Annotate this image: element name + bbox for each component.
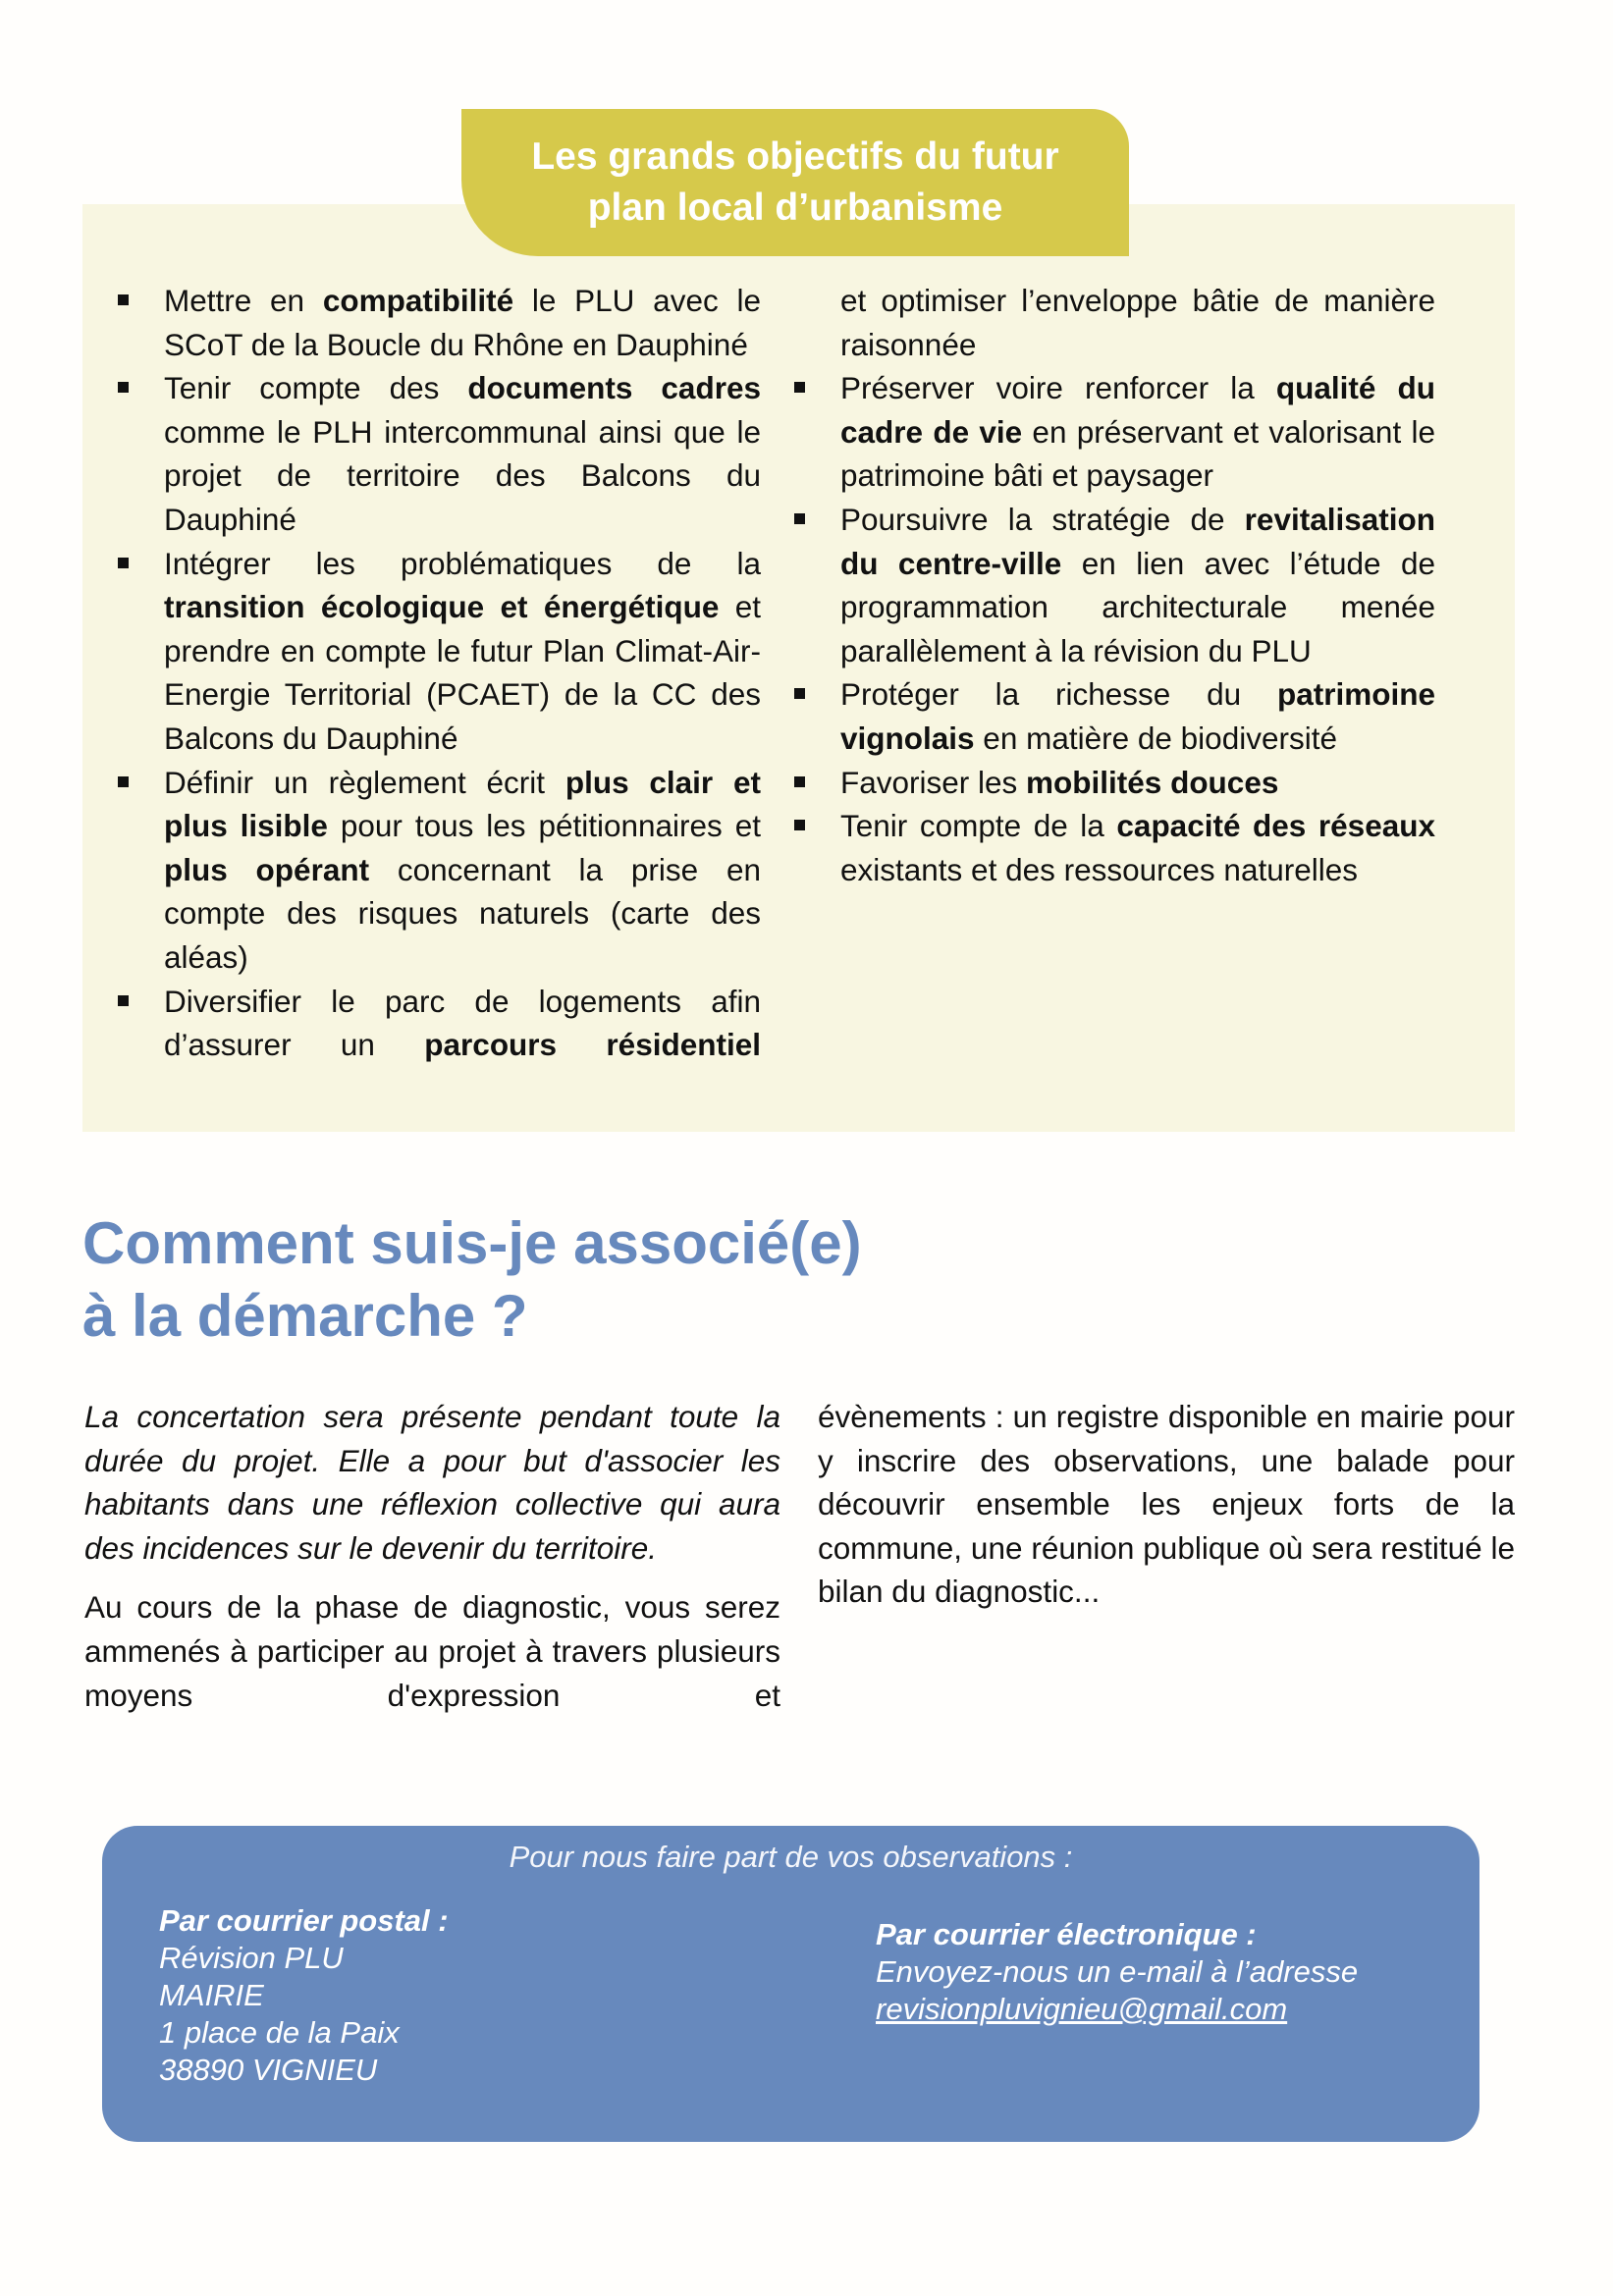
objectives-right-column — [840, 279, 1435, 891]
email-title: Par courrier électronique : — [876, 1917, 1257, 1951]
participation-right-column — [818, 1395, 1515, 1629]
postal-line: Révision PLU — [159, 1941, 344, 1975]
contact-intro: Pour nous faire part de vos observations : — [509, 1840, 1073, 1874]
postal-line: 38890 VIGNIEU — [159, 2053, 378, 2087]
diagnostic-paragraph-end: évènements : un registre disponible en mairie pour y inscrire des observations, une balade pour découvrir ensemble les enjeux forts de la commune, une réunion publique où sera restitué le bilan du diagnostic... — [818, 1399, 1515, 1610]
objective-item: Mettre en compatibilité le PLU avec le SCoT de la Boucle du Rhône en Dauphiné — [164, 279, 761, 366]
objective-item: Poursuivre la stratégie de revitalisation du centre-ville en lien avec l’étude de programmation architecturale menée parallèlement à la révision du PLU — [840, 498, 1435, 672]
objective-item: Définir un règlement écrit plus clair et plus lisible pour tous les pétitionnaires et plus opérant concernant la prise en compte des risques naturels (carte des aléas) — [164, 761, 761, 980]
postal-title: Par courrier postal : — [159, 1903, 449, 1938]
postal-line: MAIRIE — [159, 1978, 264, 2012]
section-heading — [82, 1207, 1064, 1353]
objective-item: Protéger la richesse du patrimoine vignolais en matière de biodiversité — [840, 672, 1435, 760]
email-contact — [876, 1916, 1358, 2028]
objective-item: Intégrer les problématiques de la transition écologique et énergétique et prendre en compte le futur Plan Climat-Air-Energie Territorial (PCAET) de la CC des Balcons du Dauphiné — [164, 542, 761, 761]
square-bullet-icon — [794, 382, 805, 393]
objective-item: Tenir compte des documents cadres comme le PLH intercommunal ainsi que le projet de territoire des Balcons du Dauphiné — [164, 366, 761, 541]
objectives-title-badge — [461, 109, 1129, 256]
postal-contact — [159, 1902, 449, 2089]
square-bullet-icon — [794, 688, 805, 699]
objective-item: Préserver voire renforcer la qualité du cadre de vie en préservant et valorisant le patrimoine bâti et paysager — [840, 366, 1435, 498]
objective-item: Favoriser les mobilités douces — [840, 761, 1435, 805]
square-bullet-icon — [118, 995, 129, 1006]
heading-line1: Comment suis-je associé(e) — [82, 1210, 862, 1276]
objectives-list-left — [164, 279, 761, 1067]
objective-continuation: et optimiser l’enveloppe bâtie de manière raisonnée — [840, 283, 1435, 362]
contact-box — [102, 1826, 1479, 2142]
square-bullet-icon — [118, 382, 129, 393]
objectives-title-line1: Les grands objectifs du futur — [531, 135, 1059, 178]
postal-line: 1 place de la Paix — [159, 2015, 400, 2050]
objectives-title-line2: plan local d’urbanisme — [587, 187, 1003, 229]
intro-paragraph: La concertation sera présente pendant toute la durée du projet. Elle a pour but d'associer les habitants dans une réflexion collective qui aura des incidences sur le devenir du territoire. — [84, 1399, 780, 1566]
square-bullet-icon — [118, 294, 129, 305]
participation-left-column — [84, 1395, 780, 1733]
square-bullet-icon — [794, 776, 805, 787]
email-text: Envoyez-nous un e-mail à l’adresse — [876, 1954, 1359, 1989]
square-bullet-icon — [794, 513, 805, 524]
objective-item: Diversifier le parc de logements afin d’assurer un parcours résidentiel — [164, 980, 761, 1067]
objectives-left-column — [164, 279, 761, 1067]
square-bullet-icon — [118, 558, 129, 568]
square-bullet-icon — [794, 820, 805, 830]
objective-item: Tenir compte de la capacité des réseaux existants et des ressources naturelles — [840, 804, 1435, 891]
email-address-link[interactable]: revisionpluvignieu@gmail.com — [876, 1992, 1288, 2026]
objectives-list-right — [840, 366, 1435, 891]
diagnostic-paragraph-start: Au cours de la phase de diagnostic, vous serez ammenés à participer au projet à travers plusieurs moyens d'expression et — [84, 1589, 780, 1713]
square-bullet-icon — [118, 776, 129, 787]
heading-line2: à la démarche ? — [82, 1283, 528, 1349]
